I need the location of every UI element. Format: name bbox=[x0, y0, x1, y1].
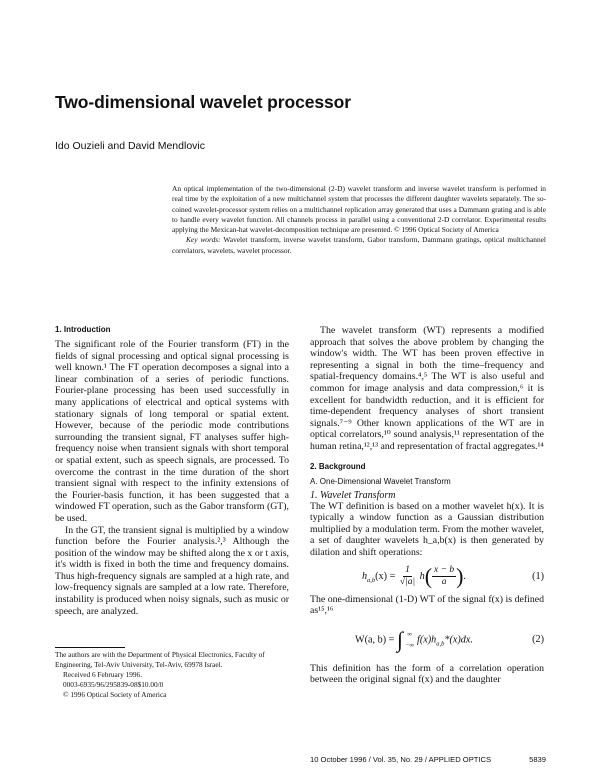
left-column bbox=[55, 325, 289, 617]
equation-1-prefactor: $\frac{1}{√|a|}$ bbox=[399, 564, 416, 587]
equation-1-argument: $\frac{x - b}{a}$ bbox=[434, 564, 455, 587]
paper-title: Two-dimensional wavelet processor bbox=[55, 92, 351, 112]
journal-citation: 10 October 1996 / Vol. 35, No. 29 / APPLIED OPTICS bbox=[310, 755, 492, 764]
equation-1-body: $h_{a,b}(x)$ = $\frac{1}{√|a|}$ h( $\frac{x - b}{a}$ ). bbox=[361, 563, 467, 588]
footnote-received: Received 6 February 1996. bbox=[63, 670, 143, 679]
right-column bbox=[310, 325, 544, 686]
one-dimensional-wt-heading: A. One-Dimensional Wavelet Transform bbox=[310, 476, 451, 486]
page-number: 5839 bbox=[529, 755, 546, 764]
wavelet-transform-subheading: 1. Wavelet Transform bbox=[310, 489, 396, 501]
mother-wavelet-paragraph: The WT definition is based on a mother wavelet h(x). It is typically a window function as a Gaussian distribution multiplied by a modulation term. From the mother wavelet, a set of daughter wavelets h_a,b(x) is then generated by dilation and shift operations: bbox=[310, 500, 544, 558]
equation-1 bbox=[310, 565, 544, 588]
author-list: Ido Ouzieli and David Mendlovic bbox=[55, 140, 205, 152]
keywords bbox=[172, 235, 546, 256]
wavelet-transform-paragraph: The wavelet transform (WT) represents a modified approach that solves the above problem by changing the window's width. The WT has been proven effective in representing a signal in both the time–frequency and spatial-frequency domains.⁴,⁵ The WT is also useful and common for image analysis and data compression,⁶ it is excellent for bandwidth reduction, and it is efficient for time-dependent frequency analyses of short transient signals.⁷⁻⁹ Other known applications of the WT are in optical correlators,¹⁰ sound analysis,¹¹ representation of the human retina,¹²,¹³ and representation of fractal aggregates.¹⁴ bbox=[310, 325, 544, 452]
one-dimensional-wt-paragraph: The one-dimensional (1-D) WT of the signal f(x) is defined as¹⁵,¹⁶ bbox=[310, 593, 544, 617]
keywords-text: Wavelet transform, inverse wavelet transform, Gabor transform, Dammann gratings, optical multichannel correlators, wavelets, wavelet processor. bbox=[172, 235, 546, 255]
equation-2-body: W(a, b) = ∫ ∞ −∞ $f(x)h_{a,b}*(x)dx$. bbox=[355, 626, 473, 652]
introduction-heading: 1. Introduction bbox=[55, 325, 111, 334]
running-footer bbox=[310, 755, 546, 764]
abstract-text: An optical implementation of the two-dimensional (2-D) wavelet transform and inverse wavelet transform is performed in real time by the exploitation of a new multichannel system that processes the different daughter wavelets separately. The so-coined wavelet-processor system relies on a multichannel replication array generated that uses a Dammann grating and is able to handle every wavelet function. All channels process in parallel using a conventional 2-D correlator. Experimental results applying the Mexican-hat wavelet-decomposition technique are presented. © 1996 Optical Society of America bbox=[172, 184, 546, 235]
background-heading: 2. Background bbox=[310, 461, 366, 471]
equation-2 bbox=[310, 627, 544, 653]
introduction-paragraph-1: The significant role of the Fourier transform (FT) in the fields of signal processing and optical signal processing is well known.¹ The FT operation decomposes a signal into a linear combination of a series of periodic functions. Fourier-plane processing has been used successfully in many applications of electrical and optical systems with stationary signals of long temporal or spatial extent. However, because of the periodic mode contributions surrounding the transient signal, FT analyses suffer high-frequency noise when transient signals with short temporal or spatial extent, such as speech signals, are processed. To overcome the contrast in the time duration of the short transient signal with respect to the infinity extensions of the Fourier-basis function, it has been suggested that a windowed FT operation, such as the Gabor transform (GT), be used. bbox=[55, 339, 289, 524]
footnote-code: 0003-6935/96/295839-08$10.00/0 bbox=[63, 680, 164, 689]
introduction-paragraph-2: In the GT, the transient signal is multiplied by a window function before the Fourier analysis.²,³ Although the position of the window may be shifted along the x or t axis, it's width is fixed in both the time and frequency domains. Thus high-frequency signals are sampled at a high rate, and low-frequency signals are sampled at a low rate. Therefore, instability is produced when noisy signals, such as music or speech, are analyzed. bbox=[55, 524, 290, 617]
abstract bbox=[172, 184, 546, 256]
keywords-label: Key words: bbox=[186, 235, 221, 245]
footnote-affiliation: The authors are with the Department of Physical Electronics, Faculty of Engineering, Tel-Aviv University, Tel-Aviv, 69978 Israel. bbox=[55, 650, 265, 669]
equation-1-number: (1) bbox=[532, 570, 544, 582]
correlation-paragraph: This definition has the form of a correlation operation between the original signal f(x) and the daughter bbox=[310, 662, 544, 686]
footnote bbox=[55, 650, 289, 700]
footnote-divider bbox=[55, 647, 125, 648]
equation-2-number: (2) bbox=[532, 634, 544, 646]
footnote-copyright: © 1996 Optical Society of America bbox=[63, 690, 167, 699]
